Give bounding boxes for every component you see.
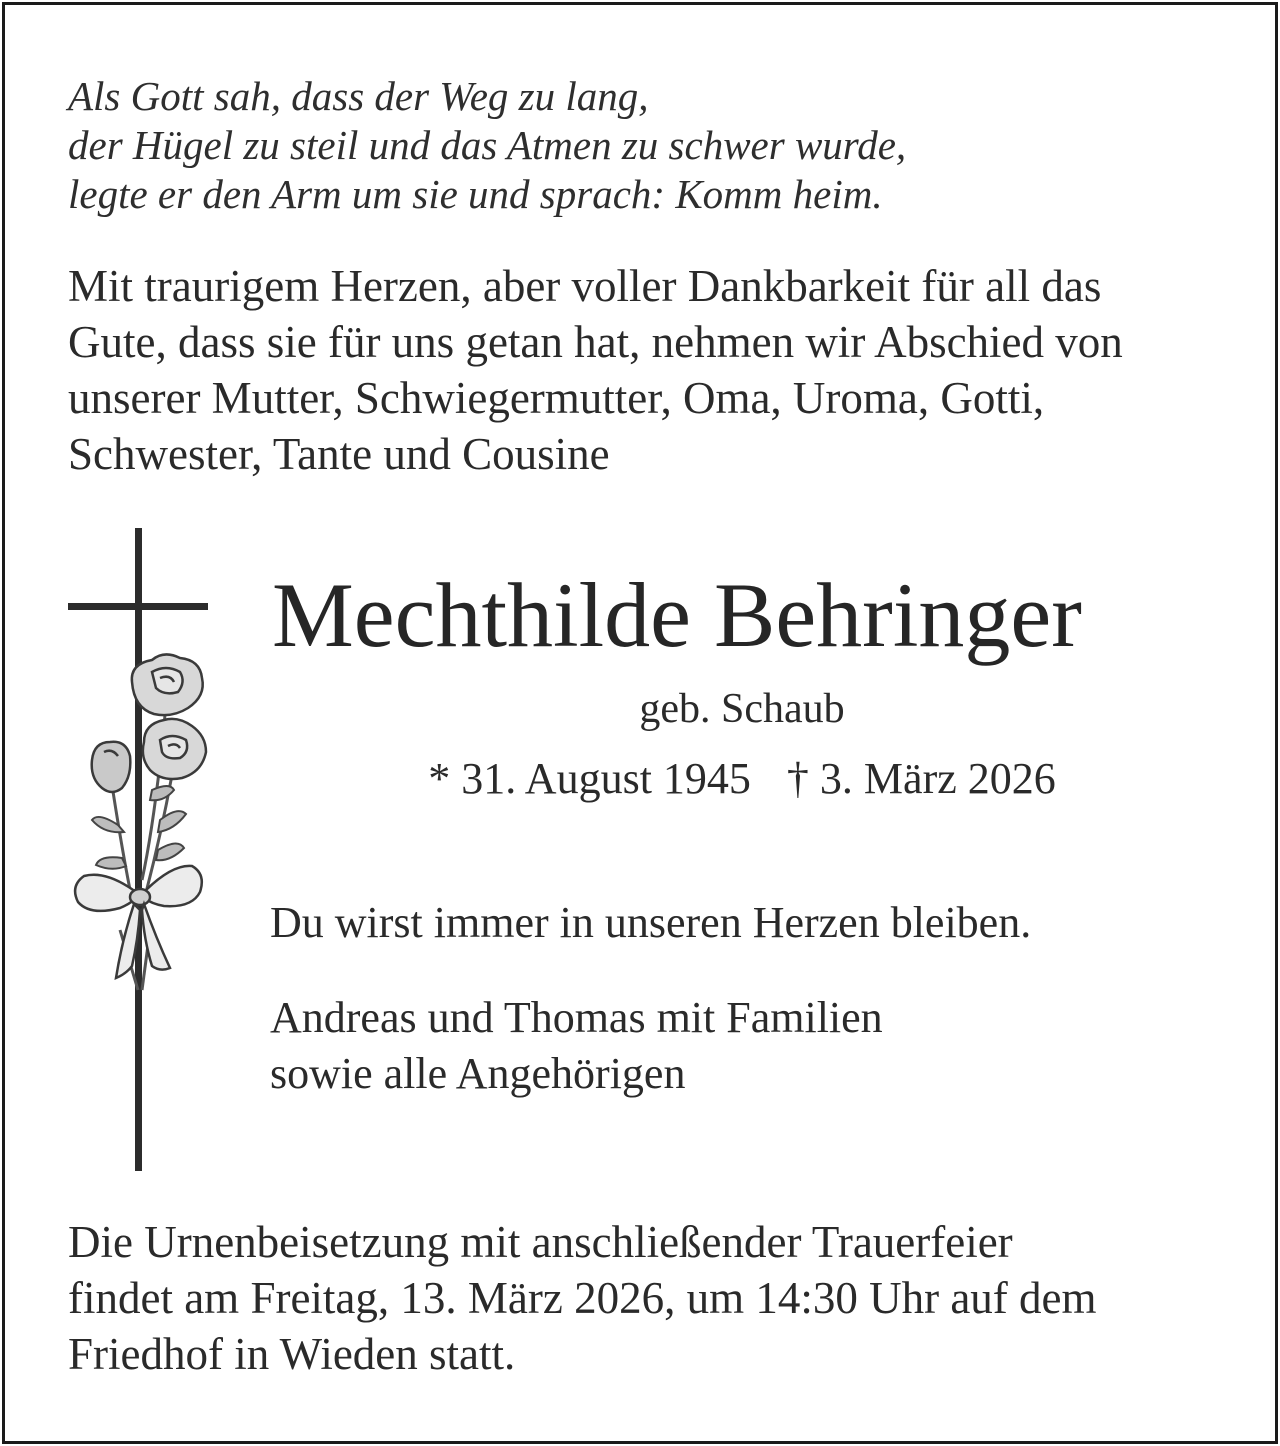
funeral-line: Die Urnenbeisetzung mit anschließender Trauerfeier — [68, 1217, 1013, 1267]
funeral-info — [68, 1214, 1228, 1382]
intro-text — [68, 258, 1228, 482]
poem-line: Als Gott sah, dass der Weg zu lang, — [68, 73, 649, 119]
cross-with-roses-icon — [60, 520, 220, 1180]
poem-line: der Hügel zu steil und das Atmen zu schwer wurde, — [68, 122, 907, 168]
life-dates — [272, 752, 1212, 806]
intro-line: unserer Mutter, Schwiegermutter, Oma, Uroma, Gotti, — [68, 373, 1045, 423]
family-signature — [270, 990, 883, 1102]
deceased-name: Mechthilde Behringer — [272, 564, 1082, 666]
family-line: Andreas und Thomas mit Familien — [270, 993, 883, 1042]
intro-line: Mit traurigem Herzen, aber voller Dankbarkeit für all das — [68, 261, 1102, 311]
farewell-text: Du wirst immer in unseren Herzen bleiben. — [270, 898, 1032, 947]
birth-date: * 31. August 1945 — [428, 754, 751, 803]
intro-line: Gute, dass sie für uns getan hat, nehmen wir Abschied von — [68, 317, 1123, 367]
family-line: sowie alle Angehörigen — [270, 1049, 686, 1098]
funeral-line: findet am Freitag, 13. März 2026, um 14:30 Uhr auf dem — [68, 1273, 1097, 1323]
death-date: † 3. März 2026 — [786, 754, 1056, 803]
poem — [68, 72, 1188, 219]
maiden-name: geb. Schaub — [639, 686, 845, 732]
poem-line: legte er den Arm um sie und sprach: Komm heim. — [68, 171, 883, 217]
intro-line: Schwester, Tante und Cousine — [68, 429, 610, 479]
funeral-line: Friedhof in Wieden statt. — [68, 1329, 516, 1379]
